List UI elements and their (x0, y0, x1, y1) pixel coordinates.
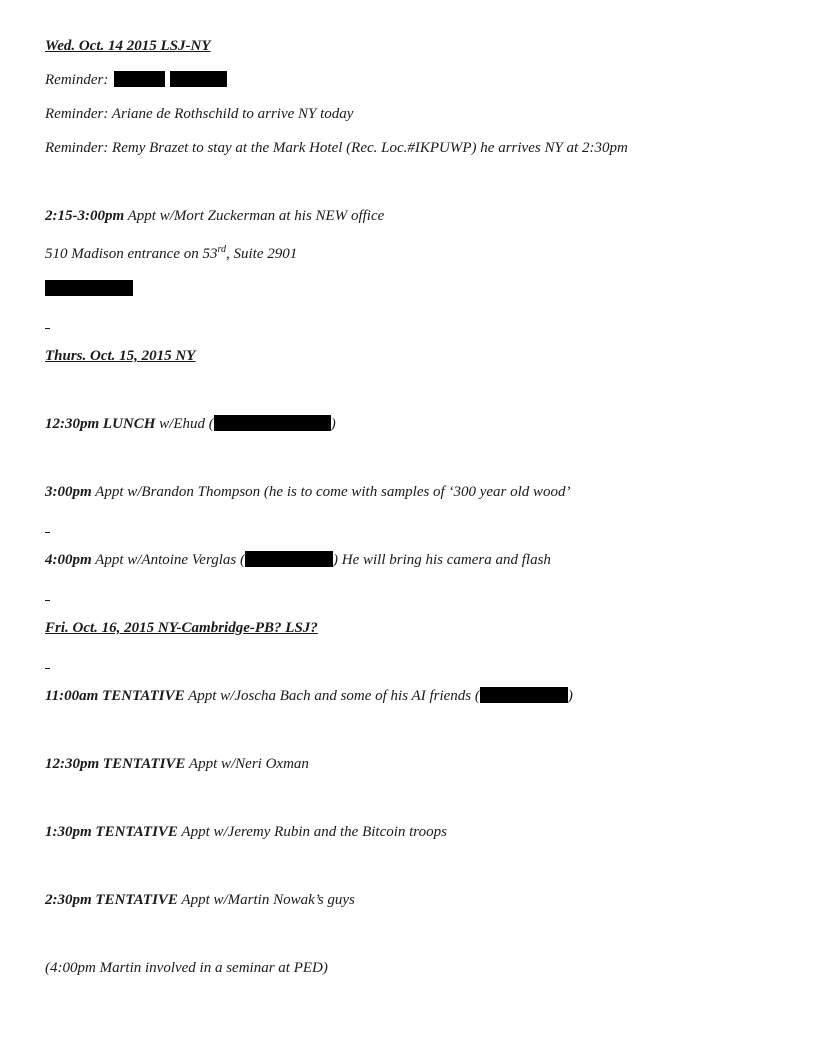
reminder-redacted-line (45, 71, 227, 89)
appointment-text: Appt w/Joscha Bach and some of his AI friends ( (184, 688, 480, 704)
redaction-box (114, 71, 165, 87)
ordinal-suffix: rd (217, 244, 227, 255)
address-line (45, 245, 297, 263)
empty-line-mark (45, 600, 50, 601)
appointment-time: 12:30pm LUNCH (45, 416, 156, 432)
appointment-line (45, 823, 447, 841)
redaction-box (214, 415, 331, 431)
redaction-box (170, 71, 227, 87)
appointment-line (45, 483, 571, 501)
appointment-text: Appt w/Martin Nowak’s guys (177, 892, 355, 908)
reminder-line: Reminder: Ariane de Rothschild to arrive NY today (45, 106, 354, 122)
appointment-time: 4:00pm (45, 552, 92, 568)
appointment-text: Appt w/Mort Zuckerman at his NEW office (124, 208, 385, 224)
appointment-text: Appt w/Neri Oxman (185, 756, 309, 772)
appointment-time: 2:30pm TENTATIVE (45, 892, 178, 908)
appointment-text: ) He will bring his camera and flash (333, 552, 551, 568)
reminder-label: Reminder: (45, 72, 109, 88)
date-heading-wed: Wed. Oct. 14 2015 LSJ-NY (45, 38, 211, 54)
appointment-time: 2:15-3:00pm (45, 208, 125, 224)
date-heading-thu: Thurs. Oct. 15, 2015 NY (45, 348, 196, 364)
note-line: (4:00pm Martin involved in a seminar at PED) (45, 960, 328, 976)
reminder-line: Reminder: Remy Brazet to stay at the Mark Hotel (Rec. Loc.#IKPUWP) he arrives NY at 2:30pm (45, 140, 628, 156)
appointment-line (45, 551, 551, 569)
appointment-line (45, 207, 384, 225)
appointment-line (45, 891, 355, 909)
redaction-box (245, 551, 333, 567)
empty-line-mark (45, 328, 50, 329)
appointment-line (45, 687, 573, 705)
date-heading-fri: Fri. Oct. 16, 2015 NY-Cambridge-PB? LSJ? (45, 620, 318, 636)
redaction-box (480, 687, 568, 703)
empty-line-mark (45, 668, 50, 669)
appointment-text: Appt w/Brandon Thompson (he is to come with samples of ‘300 year old wood’ (91, 484, 571, 500)
close-paren: ) (330, 416, 336, 432)
appointment-time: 12:30pm TENTATIVE (45, 756, 186, 772)
close-paren: ) (567, 688, 573, 704)
appointment-text: w/Ehud ( (155, 416, 214, 432)
appointment-time: 3:00pm (45, 484, 92, 500)
appointment-time: 1:30pm TENTATIVE (45, 824, 178, 840)
appointment-line (45, 755, 309, 773)
address-suite: , Suite 2901 (226, 246, 298, 262)
appointment-line (45, 415, 336, 433)
empty-line-mark (45, 532, 50, 533)
appointment-text: Appt w/Antoine Verglas ( (91, 552, 245, 568)
address-text: 510 Madison entrance on 53 (45, 246, 218, 262)
redaction-box (45, 280, 133, 296)
appointment-text: Appt w/Jeremy Rubin and the Bitcoin troops (177, 824, 447, 840)
appointment-time: 11:00am TENTATIVE (45, 688, 185, 704)
